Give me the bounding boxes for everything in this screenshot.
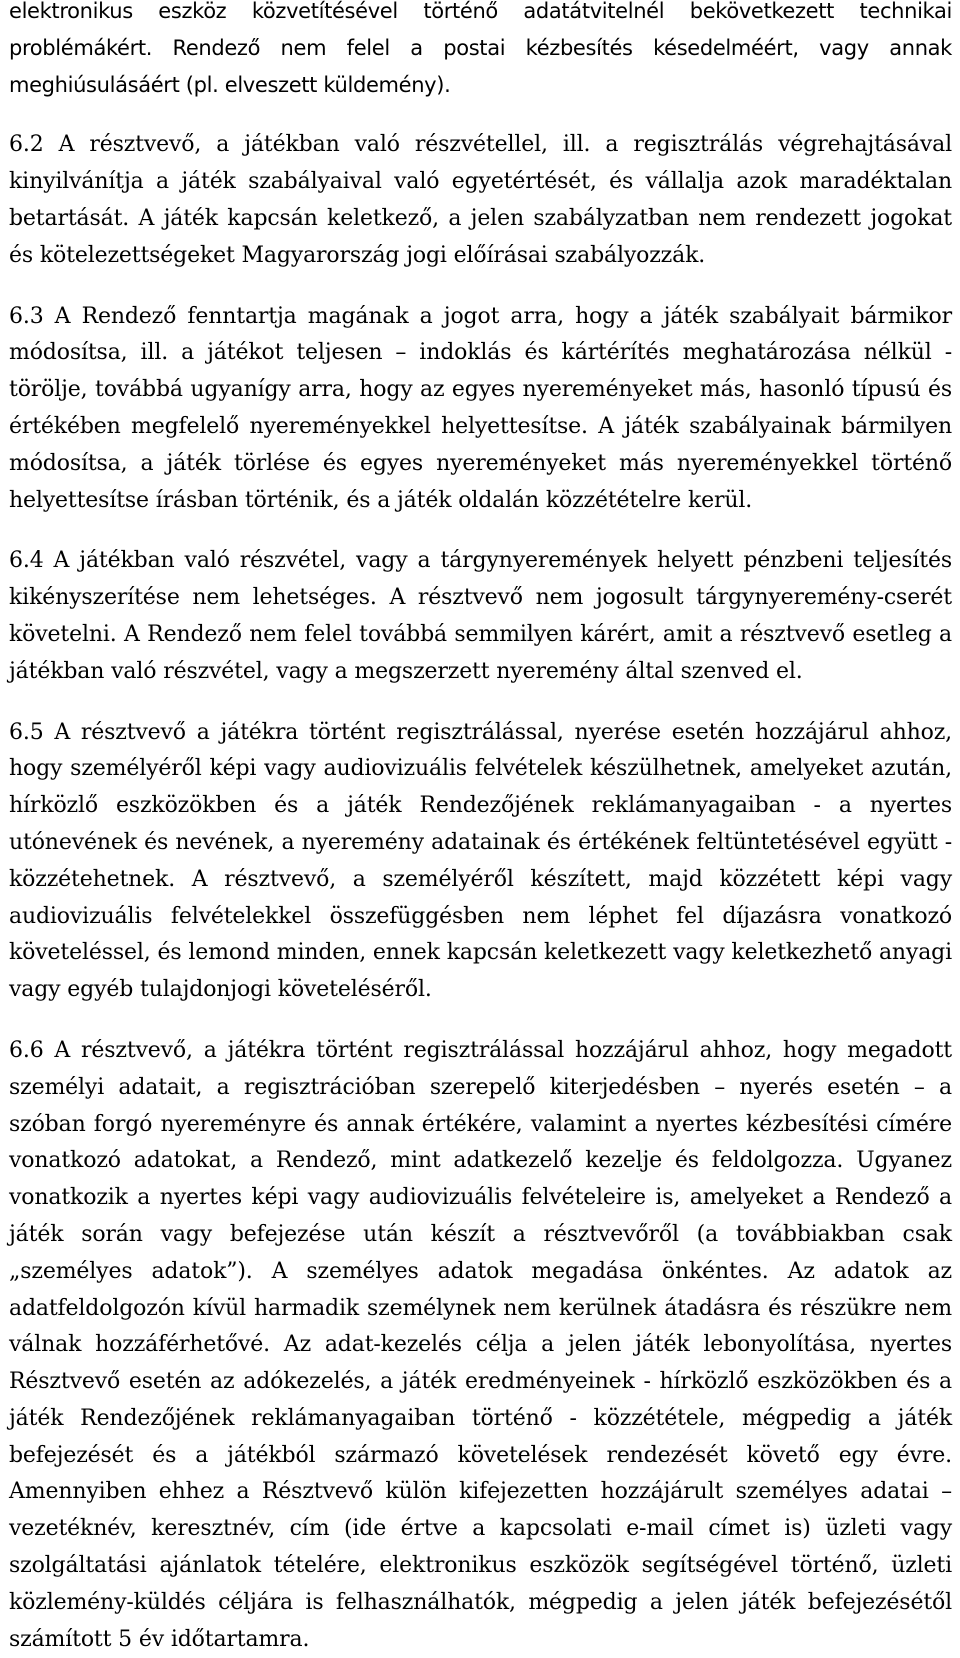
paragraph-continued: elektronikus eszköz közvetítésével történő adatátvitelnél bekövetkezett technikai problémákért. Rendező nem felel a postai kézbesítés késedelméért, vagy annak meghiúsulásáért (pl. elveszett küldemény).: [9, 0, 952, 97]
paragraph-6-5: 6.5 A résztvevő a játékra történt regisztrálással, nyerése esetén hozzájárul ahhoz, hogy személyéről képi vagy audiovizuális felvételek készülhetnek, amelyeket azután, hírközlő eszközökben és a játék Rendezőjének reklámanyagaiban - a nyertes utónevének és nevének, a nyeremény adatainak és értékének feltüntetésével együtt - közzétehetnek. A résztvevő, a személyéről készített, majd közzétett képi vagy audiovizuális felvételekkel összefüggésben nem léphet fel díjazásra vonatkozó követeléssel, és lemond minden, ennek kapcsán keletkezett vagy keletkezhető anyagi vagy egyéb tulajdonjogi követeléséről.: [9, 719, 952, 1003]
paragraph-6-6: 6.6 A résztvevő, a játékra történt regisztrálással hozzájárul ahhoz, hogy megadott személyi adatait, a regisztrációban szerepelő kiterjedésben – nyerés esetén – a szóban forgó nyereményre és annak értékére, valamint a nyertes kézbesítési címére vonatkozó adatokat, a Rendező, mint adatkezelő kezelje és feldolgozza. Ugyanez vonatkozik a nyertes képi vagy audiovizuális felvételeire is, amelyeket a Rendező a játék során vagy befejezése után készít a résztvevőről (a továbbiakban csak „személyes adatok”). A személyes adatok megadása önkéntes. Az adatok az adatfeldolgozón kívül harmadik személynek nem kerülnek átadásra és részükre nem válnak hozzáférhetővé. Az adat-kezelés célja a jelen játék lebonyolítása, nyertes Résztvevő esetén az adókezelés, a játék eredményeinek - hírközlő eszközökben és a játék Rendezőjének reklámanyagaiban történő - közzététele, mégpedig a játék befejezését és a játékból származó követelések rendezését követő egy évre. Amennyiben ehhez a Résztvevő külön kifejezetten hozzájárult személyes adatai –vezetéknév, keresztnév, cím (ide értve a kapcsolati e-mail címet is) üzleti vagy szolgáltatási ajánlatok tételére, elektronikus eszközök segítségével történő, üzleti közlemény-küldés céljára is felhasználhatók, mégpedig a jelen játék befejezésétől számított 5 év időtartamra.: [9, 1037, 952, 1652]
paragraph-6-3: 6.3 A Rendező fenntartja magának a jogot arra, hogy a játék szabályait bármikor módosítsa, ill. a játékot teljesen – indoklás és kártérítés meghatározása nélkül - törölje, továbbá ugyanígy arra, hogy az egyes nyereményeket más, hasonló típusú és értékében megfelelő nyereményekkel helyettesítse. A játék szabályainak bármilyen módosítsa, a játék törlése és egyes nyereményeket más nyereményekkel történő helyettesítse írásban történik, és a játék oldalán közzétételre kerül.: [9, 303, 952, 513]
paragraph-6-2: 6.2 A résztvevő, a játékban való részvétellel, ill. a regisztrálás végrehajtásával kinyilvánítja a játék szabályaival való egyetértését, és vállalja azok maradéktalan betartását. A játék kapcsán keletkező, a jelen szabályzatban nem rendezett jogokat és kötelezettségeket Magyarország jogi előírásai szabályozzák.: [9, 132, 952, 268]
paragraph-6-4: 6.4 A játékban való részvétel, vagy a tárgynyeremények helyett pénzbeni teljesítés kikényszerítése nem lehetséges. A résztvevő nem jogosult tárgynyeremény-cserét követelni. A Rendező nem felel továbbá semmilyen kárért, amit a résztvevő esetleg a játékban való részvétel, vagy a megszerzett nyeremény által szenved el.: [9, 548, 952, 684]
